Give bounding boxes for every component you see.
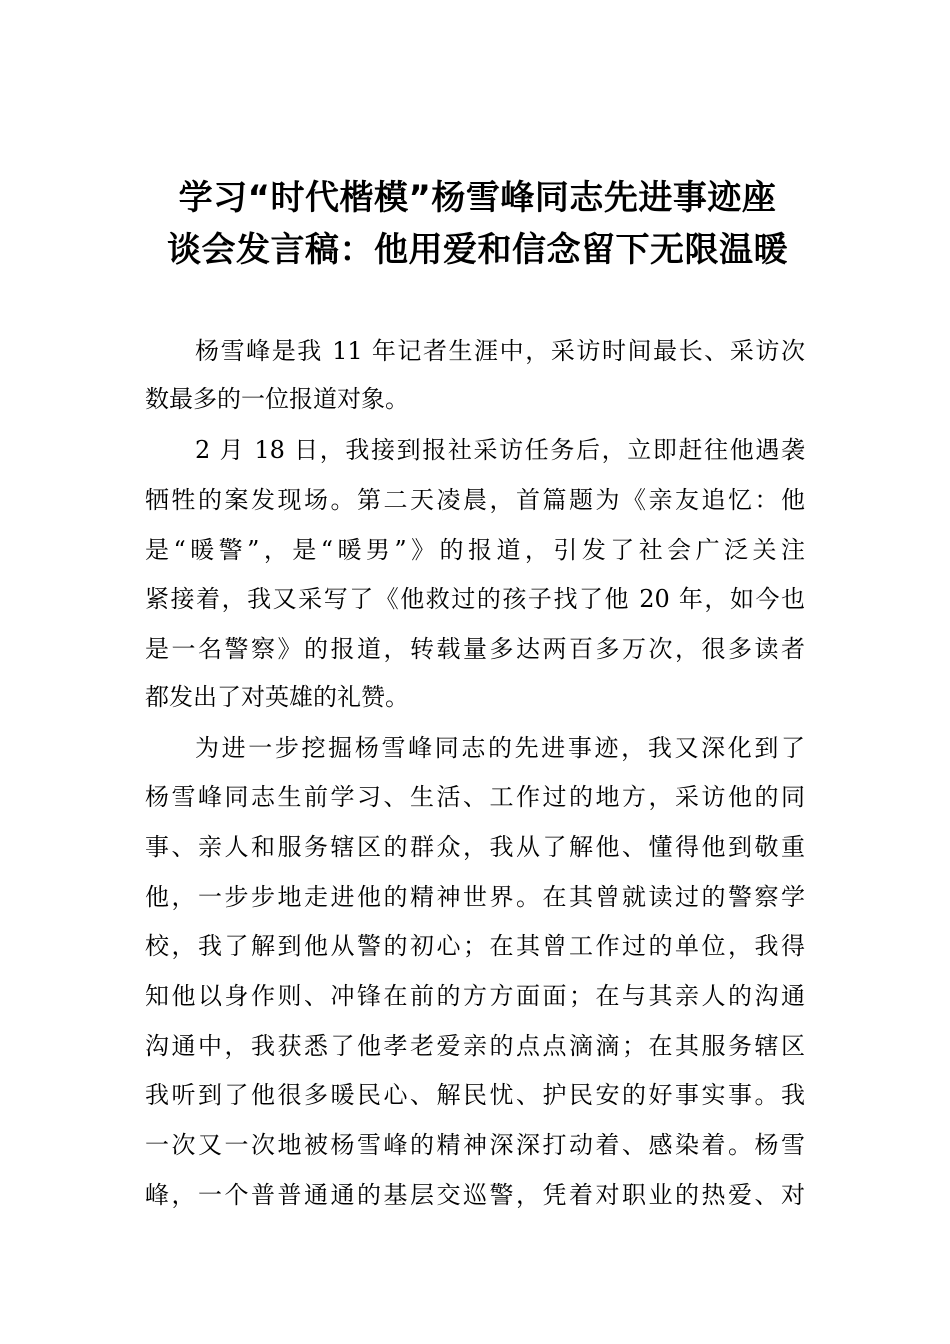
paragraph-2-line-5: 是一名警察》的报道，转载量多达两百多万次，很多读者 xyxy=(145,635,805,663)
paragraph-3-line-3: 事、亲人和服务辖区的群众，我从了解他、懂得他到敬重 xyxy=(145,833,805,861)
document-title xyxy=(150,172,805,276)
paragraph-2-line-6: 都发出了对英雄的礼赞。 xyxy=(145,683,409,711)
paragraph-1-line-2: 数最多的一位报道对象。 xyxy=(145,385,409,413)
paragraph-3-line-9: 一次又一次地被杨雪峰的精神深深打动着、感染着。杨雪 xyxy=(145,1131,805,1159)
paragraph-3-line-7: 沟通中，我获悉了他孝老爱亲的点点滴滴；在其服务辖区 xyxy=(145,1032,805,1060)
paragraph-3-line-6: 知他以身作则、冲锋在前的方方面面；在与其亲人的沟通 xyxy=(145,982,805,1010)
paragraph-3-line-5: 校，我了解到他从警的初心；在其曾工作过的单位，我得 xyxy=(145,932,805,960)
paragraph-3-line-10: 峰，一个普普通通的基层交巡警，凭着对职业的热爱、对 xyxy=(145,1181,805,1209)
paragraph-2-line-3: 是“暖警”，是“暖男”》的报道，引发了社会广泛关注 xyxy=(145,536,805,564)
title-line-1: 学习“时代楷模”杨雪峰同志先进事迹座 xyxy=(178,178,777,218)
paragraph-2-line-2: 牺牲的案发现场。第二天凌晨，首篇题为《亲友追忆：他 xyxy=(145,486,805,514)
paragraph-2-line-1: 2 月 18 日，我接到报社采访任务后，立即赶往他遇袭 xyxy=(195,436,805,464)
paragraph-3-line-8: 我听到了他很多暖民心、解民忧、护民安的好事实事。我 xyxy=(145,1081,805,1109)
paragraph-3-line-4: 他，一步步地走进他的精神世界。在其曾就读过的警察学 xyxy=(145,883,805,911)
paragraph-3-line-2: 杨雪峰同志生前学习、生活、工作过的地方，采访他的同 xyxy=(145,783,805,811)
paragraph-2-line-4: 紧接着，我又采写了《他救过的孩子找了他 20 年，如今也 xyxy=(145,585,805,613)
paragraph-3-line-1: 为进一步挖掘杨雪峰同志的先进事迹，我又深化到了 xyxy=(195,734,805,762)
title-line-2: 谈会发言稿：他用爱和信念留下无限温暖 xyxy=(167,230,788,270)
paragraph-1-line-1: 杨雪峰是我 11 年记者生涯中，采访时间最长、采访次 xyxy=(195,337,805,365)
